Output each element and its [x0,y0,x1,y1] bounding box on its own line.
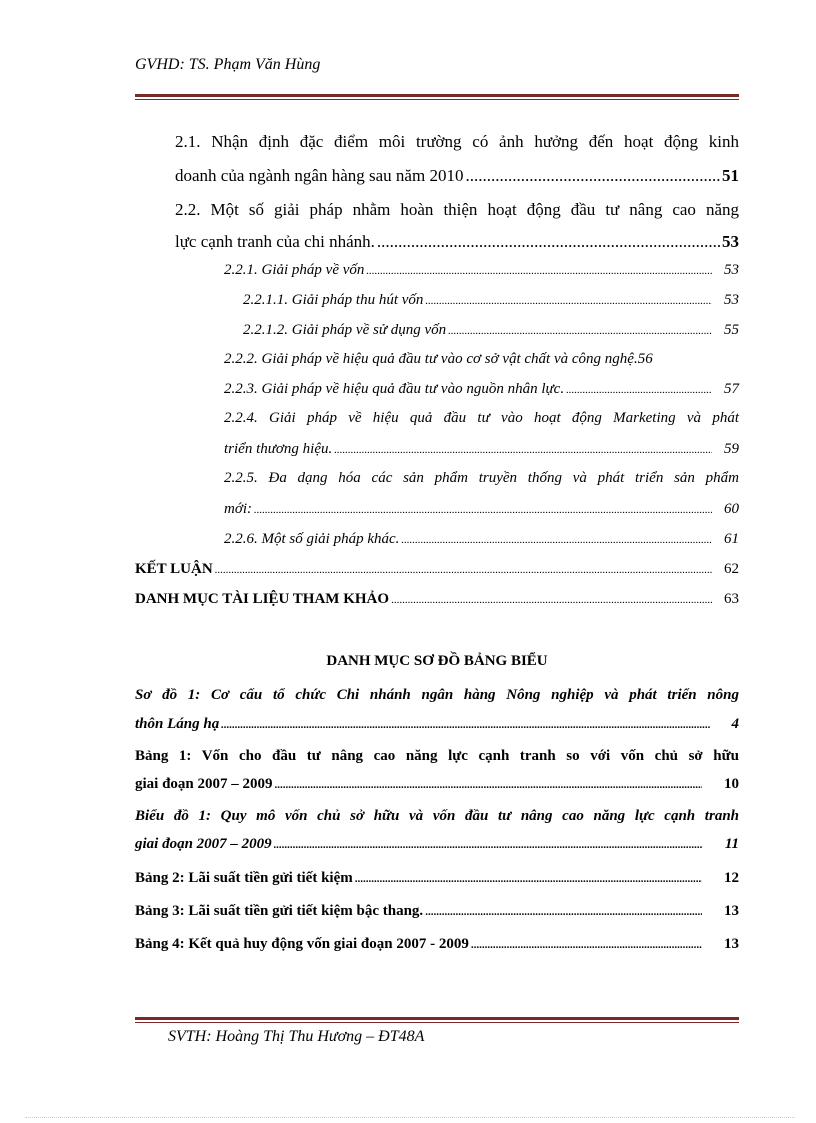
toc-entry-label: 2.2.6. Một số giải pháp khác. [224,531,400,547]
toc-page-number: 60 [724,501,739,517]
lof-page-number: 4 [731,716,739,732]
toc-entry-2-2-1-2[interactable] [243,322,739,339]
page-edge-divider [25,1117,795,1118]
toc-page-number: 63 [724,591,739,607]
lof-page-number: 12 [724,870,739,886]
toc-page-number: 55 [724,322,739,338]
toc-page-number: 53 [724,292,739,308]
lof-entry-label: Bảng 4: Kết quả huy động vốn giai đoạn 2007 - 2009 [135,936,469,952]
lof-entry-label: Bảng 3: Lãi suất tiền gửi tiết kiệm bậc thang. [135,903,424,919]
toc-entry-2-2-1[interactable] [224,262,739,279]
lof-entry-bang-3[interactable] [135,903,739,920]
lof-heading: DANH MỤC SƠ ĐỒ BẢNG BIỂU [326,653,548,669]
toc-entry-2-2-4[interactable] [224,441,739,458]
toc-page-number: 51 [722,166,739,185]
toc-entry-2-2-6[interactable] [224,531,739,548]
toc-entry-label: mới: [224,501,253,517]
lof-entry-bang-2[interactable] [135,870,739,887]
toc-entry-label: 2.2.1.2. Giải pháp về sử dụng vốn [243,322,447,338]
toc-entry-2-1[interactable] [175,166,739,186]
toc-entry-2-2-5[interactable] [224,501,739,518]
toc-entry-label: 2.2.3. Giải pháp về hiệu quả đầu tư vào nguồn nhân lực. [224,381,565,397]
lof-entry-bang-1[interactable] [135,776,739,793]
lof-entry-bang-1-line1: Bảng 1: Vốn cho đầu tư nâng cao năng lực cạnh tranh so với vốn chủ sở hữu [135,748,739,764]
toc-entry-2-2-4-line1: 2.2.4. Giải pháp về hiệu quả đầu tư vào hoạt động Marketing và phát [224,410,739,426]
toc-entry-2-2-3[interactable] [224,381,739,398]
lof-entry-bieu-do-1[interactable] [135,836,739,853]
toc-page-number: 62 [724,561,739,577]
toc-entry-2-2-5-line1: 2.2.5. Đa dạng hóa các sản phẩm truyền thống và phát triển sản phẩm [224,470,739,486]
lof-entry-so-do-1-line1: Sơ đồ 1: Cơ cấu tổ chức Chi nhánh ngân hàng Nông nghiệp và phát triển nông [135,687,739,703]
footer-rule [135,1017,739,1023]
toc-entry-ket-luan[interactable] [135,561,739,578]
lof-entry-label: giai đoạn 2007 – 2009 [135,776,273,792]
lof-entry-bang-4[interactable] [135,936,739,953]
toc-entry-2-2-2[interactable] [224,351,739,368]
toc-page-number: 53 [724,262,739,278]
lof-entry-bieu-do-1-line1: Biểu đồ 1: Quy mô vốn chủ sở hữu và vốn đầu tư nâng cao năng lực cạnh tranh [135,808,739,824]
toc-entry-label: doanh của ngành ngân hàng sau năm 2010 [175,166,464,185]
toc-entry-label: 2.2.2. Giải pháp về hiệu quả đầu tư vào cơ sở vật chất và công nghệ. [224,351,638,367]
page-header: GVHD: TS. Phạm Văn Hùng [135,56,321,73]
toc-entry-label: DANH MỤC TÀI LIỆU THAM KHẢO [135,591,390,607]
toc-entry-label: lực cạnh tranh của chi nhánh. [175,232,375,251]
toc-page-number: 61 [724,531,739,547]
toc-page-number: 59 [724,441,739,457]
toc-entry-2-2-line1: 2.2. Một số giải pháp nhằm hoàn thiện hoạt động đầu tư nâng cao năng [175,200,739,219]
header-rule [135,94,739,100]
lof-entry-label: thôn Láng hạ [135,716,220,732]
lof-entry-label: Bảng 2: Lãi suất tiền gửi tiết kiệm [135,870,353,886]
page-footer: SVTH: Hoàng Thị Thu Hương – ĐT48A [168,1028,425,1045]
lof-page-number: 11 [724,836,739,852]
toc-entry-tai-lieu[interactable] [135,591,739,608]
toc-entry-label: KẾT LUẬN [135,561,213,577]
lof-page-number: 10 [724,776,739,792]
toc-entry-label: 2.2.1. Giải pháp về vốn [224,262,365,278]
lof-page-number: 13 [724,903,739,919]
lof-entry-so-do-1[interactable] [135,716,739,733]
toc-entry-2-2-1-1[interactable] [243,292,739,309]
toc-page-number: 57 [724,381,739,397]
toc-page-number: 56 [637,351,653,367]
toc-entry-2-2[interactable] [175,232,739,252]
lof-entry-label: giai đoạn 2007 – 2009 [135,836,272,852]
toc-page-number: 53 [722,232,739,251]
toc-entry-label: 2.2.1.1. Giải pháp thu hút vốn [243,292,424,308]
toc-entry-label: triển thương hiệu. [224,441,333,457]
lof-page-number: 13 [724,936,739,952]
toc-entry-2-1-line1: 2.1. Nhận định đặc điểm môi trường có ảnh hưởng đến hoạt động kinh [175,132,739,151]
